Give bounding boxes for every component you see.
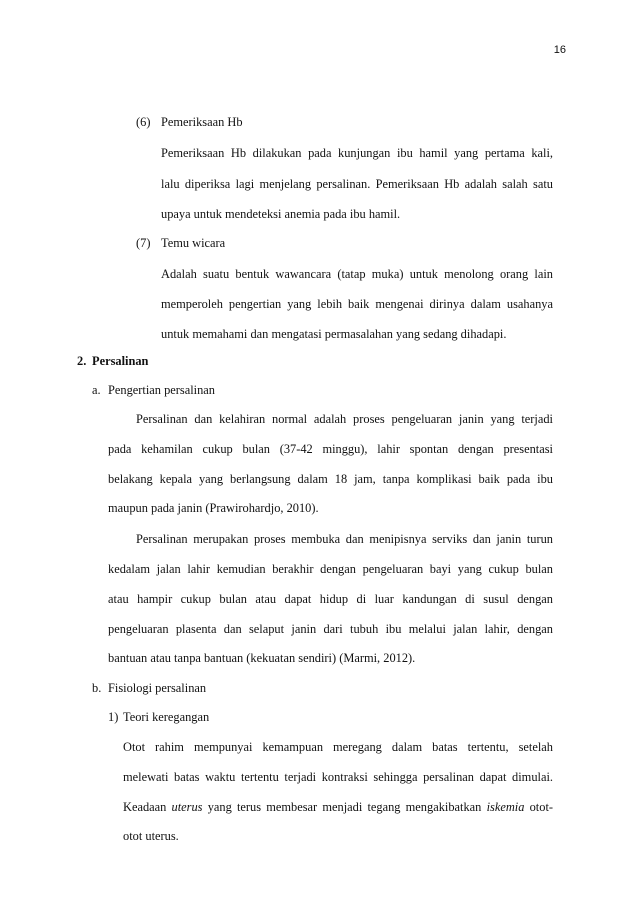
- sub-b-marker: b.: [92, 681, 102, 695]
- heading-pemeriksaan-hb: Pemeriksaan Hb: [161, 115, 243, 129]
- line-3-prefix: Keadaan: [123, 800, 172, 814]
- item-1-line-3: [123, 799, 553, 815]
- item-1-line-2: melewati batas waktu tertentu terjadi kontraksi sehingga persalinan dapat dimulai.: [123, 770, 553, 784]
- chapter-number: 2.: [77, 354, 87, 368]
- sub-a-p2-line-5: bantuan atau tanpa bantuan (kekuatan sendiri) (Marmi, 2012).: [108, 651, 416, 665]
- list-marker-6: (6): [136, 115, 151, 129]
- hb-line-2: lalu diperiksa lagi menjelang persalinan. Pemeriksaan Hb adalah salah satu: [161, 177, 553, 191]
- temu-wicara-line-2: memperoleh pengertian yang lebih baik mengenai dirinya dalam usahanya: [161, 297, 553, 311]
- sub-a-p2-line-3: atau hampir cukup bulan atau dapat hidup di luar kandungan di susul dengan: [108, 592, 553, 606]
- item-1-title: Teori keregangan: [123, 710, 210, 724]
- line-3-suffix: otot-: [524, 800, 554, 814]
- sub-a-p2-line-4: pengeluaran plasenta dan selaput janin dari tubuh ibu melalui jalan lahir, dengan: [108, 622, 553, 636]
- sub-a-p2-line-2: kedalam jalan lahir kemudian berakhir dengan pengeluaran bayi yang cukup bulan: [108, 562, 553, 576]
- item-1-line-4: otot uterus.: [123, 829, 179, 843]
- item-1-line-1: Otot rahim mempunyai kemampuan meregang dalam batas tertentu, setelah: [123, 740, 553, 754]
- term-iskemia: iskemia: [486, 800, 525, 814]
- sub-a-p2-line-1: Persalinan merupakan proses membuka dan menipisnya serviks dan janin turun: [136, 532, 553, 546]
- sub-a-marker: a.: [92, 383, 101, 397]
- term-uterus: uterus: [171, 800, 203, 814]
- page-number: 16: [553, 44, 566, 56]
- sub-a-p1-line-1: Persalinan dan kelahiran normal adalah proses pengeluaran janin yang terjadi: [136, 412, 553, 426]
- item-1-marker: 1): [108, 710, 119, 724]
- sub-b-title: Fisiologi persalinan: [108, 681, 207, 695]
- temu-wicara-line-1: Adalah suatu bentuk wawancara (tatap muka) untuk menolong orang lain: [161, 267, 553, 281]
- sub-a-p1-line-4: maupun pada janin (Prawirohardjo, 2010).: [108, 501, 319, 515]
- line-3-middle: yang terus membesar menjadi tegang mengakibatkan: [202, 800, 487, 814]
- list-marker-7: (7): [136, 236, 151, 250]
- sub-a-title: Pengertian persalinan: [108, 383, 216, 397]
- hb-line-3: upaya untuk mendeteksi anemia pada ibu hamil.: [161, 207, 401, 221]
- temu-wicara-line-3: untuk memahami dan mengatasi permasalahan yang sedang dihadapi.: [161, 327, 507, 341]
- sub-a-p1-line-3: belakang kepala yang berlangsung dalam 18 jam, tanpa komplikasi baik pada ibu: [108, 472, 553, 486]
- sub-a-p1-line-2: pada kehamilan cukup bulan (37-42 minggu), lahir spontan dengan presentasi: [108, 442, 553, 456]
- hb-line-1: Pemeriksaan Hb dilakukan pada kunjungan ibu hamil yang pertama kali,: [161, 146, 553, 160]
- heading-temu-wicara: Temu wicara: [161, 236, 226, 250]
- chapter-title: Persalinan: [92, 354, 149, 368]
